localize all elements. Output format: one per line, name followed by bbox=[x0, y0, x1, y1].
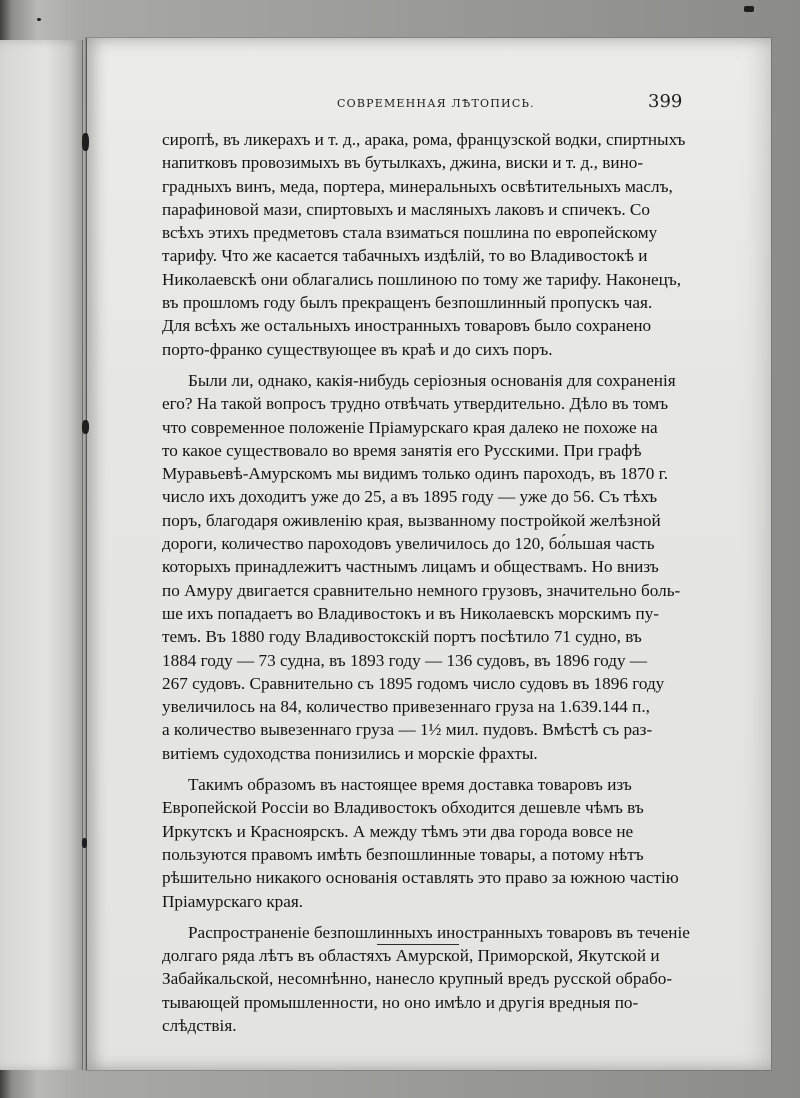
text-line: 1884 году — 73 судна, въ 1893 году — 136 судовъ, въ 1896 году — bbox=[162, 650, 648, 670]
left-page-edge bbox=[0, 40, 83, 1070]
text-line: которыхъ принадлежитъ частнымъ лицамъ и обществамъ. Но внизъ bbox=[162, 557, 659, 577]
body-text bbox=[162, 128, 725, 1037]
text-line: всѣхъ этихъ предметовъ стала взиматься пошлина по европейскому bbox=[162, 223, 658, 243]
page-number: 399 bbox=[648, 91, 683, 112]
text-line: Муравьевѣ-Амурскомъ мы видимъ только одинъ пароходъ, въ 1870 г. bbox=[162, 464, 669, 484]
text-line: поръ, благодаря оживленію края, вызванному постройкой желѣзной bbox=[162, 510, 661, 530]
text-line: долгаго ряда лѣтъ въ областяхъ Амурской, Приморской, Якутской и bbox=[162, 946, 660, 966]
text-line: его? На такой вопросъ трудно отвѣчать утвердительно. Дѣло въ томъ bbox=[162, 394, 669, 414]
text-line: парафиновой мази, спиртовыхъ и масляныхъ лаковъ и спичекъ. Со bbox=[162, 199, 650, 219]
running-head: СОВРЕМЕННАЯ ЛѢТОПИСЬ. bbox=[337, 97, 535, 110]
text-line: Николаевскѣ они облагались пошлиною по тому же тарифу. Наконецъ, bbox=[162, 269, 682, 289]
text-line: порто-франко существующее въ краѣ и до сихъ поръ. bbox=[162, 339, 553, 359]
paragraph-1 bbox=[162, 128, 725, 361]
text-line: Были ли, однако, какія-нибудь серіозныя основанія для сохраненія bbox=[188, 370, 676, 390]
text-line: что современное положеніе Пріамурскаго края далеко не похоже на bbox=[162, 417, 658, 437]
closing-rule bbox=[377, 944, 459, 945]
paragraph-3 bbox=[162, 773, 725, 913]
text-line: то какое существовало во время занятія его Русскими. При графѣ bbox=[162, 440, 642, 460]
text-line: Забайкальской, несомнѣнно, нанесло крупный вредъ русской обрабо- bbox=[162, 969, 673, 989]
left-scan-dot bbox=[37, 18, 41, 21]
text-line: Такимъ образомъ въ настоящее время доставка товаровъ изъ bbox=[188, 775, 632, 795]
text-line: тарифу. Что же касается табачныхъ издѣлій, то во Владивостокѣ и bbox=[162, 246, 648, 266]
scan-mark bbox=[82, 420, 89, 434]
text-line: градныхъ винъ, меда, портера, минеральныхъ освѣтительныхъ маслъ, bbox=[162, 176, 673, 196]
text-line: увеличилось на 84, количество привезеннаго груза на 1.639.144 п., bbox=[162, 697, 650, 717]
text-line: витіемъ судоходства понизились и морскіе фрахты. bbox=[162, 743, 538, 763]
text-line: рѣшительно никакого основанія оставлять это право за южною частію bbox=[162, 868, 679, 888]
text-line: въ прошломъ году былъ прекращенъ безпошлинный пропускъ чая. bbox=[162, 293, 653, 313]
paragraph-2 bbox=[162, 369, 725, 765]
text-line: Пріамурскаго края. bbox=[162, 891, 304, 911]
text-line: Иркутскъ и Красноярскъ. А между тѣмъ эти два города вовсе не bbox=[162, 821, 634, 841]
text-line: число ихъ доходитъ уже до 25, а въ 1895 году — уже до 56. Съ тѣхъ bbox=[162, 487, 658, 507]
text-line: 267 судовъ. Сравнительно съ 1895 годомъ число судовъ въ 1896 году bbox=[162, 673, 665, 693]
scan-mark bbox=[82, 838, 87, 848]
text-line: Для всѣхъ же остальныхъ иностранныхъ товаровъ было сохранено bbox=[162, 316, 652, 336]
text-line: Распространеніе безпошлинныхъ иностранныхъ товаровъ въ теченіе bbox=[188, 922, 690, 942]
book-page bbox=[86, 38, 771, 1070]
text-line: Европейской Россіи во Владивостокъ обходится дешевле чѣмъ въ bbox=[162, 798, 644, 818]
paragraph-4 bbox=[162, 921, 725, 1037]
top-right-scan-mark bbox=[744, 6, 754, 12]
text-line: ше ихъ попадаетъ во Владивостокъ и въ Николаевскъ морскимъ пу- bbox=[162, 603, 660, 623]
text-line: сиропѣ, въ ликерахъ и т. д., арака, рома, французской водки, спиртныхъ bbox=[162, 130, 686, 149]
text-line: дороги, количество пароходовъ увеличилось до 120, бо́льшая часть bbox=[162, 534, 655, 554]
text-line: а количество вывезеннаго груза — 1½ мил. пудовъ. Вмѣстѣ съ раз- bbox=[162, 720, 653, 740]
text-line: пользуются правомъ имѣть безпошлинные товары, а потому нѣтъ bbox=[162, 844, 644, 864]
text-line: тывающей промышленности, но оно имѣло и другія вредныя по- bbox=[162, 992, 639, 1012]
text-line: напитковъ провозимыхъ въ бутылкахъ, джина, виски и т. д., вино- bbox=[162, 153, 644, 173]
text-line: слѣдствія. bbox=[162, 1015, 237, 1035]
text-line: темъ. Въ 1880 году Владивостокскій портъ посѣтило 71 судно, въ bbox=[162, 627, 642, 647]
scan-mark bbox=[82, 133, 89, 151]
text-line: по Амуру двигается сравнительно немного грузовъ, значительно боль- bbox=[162, 580, 681, 600]
